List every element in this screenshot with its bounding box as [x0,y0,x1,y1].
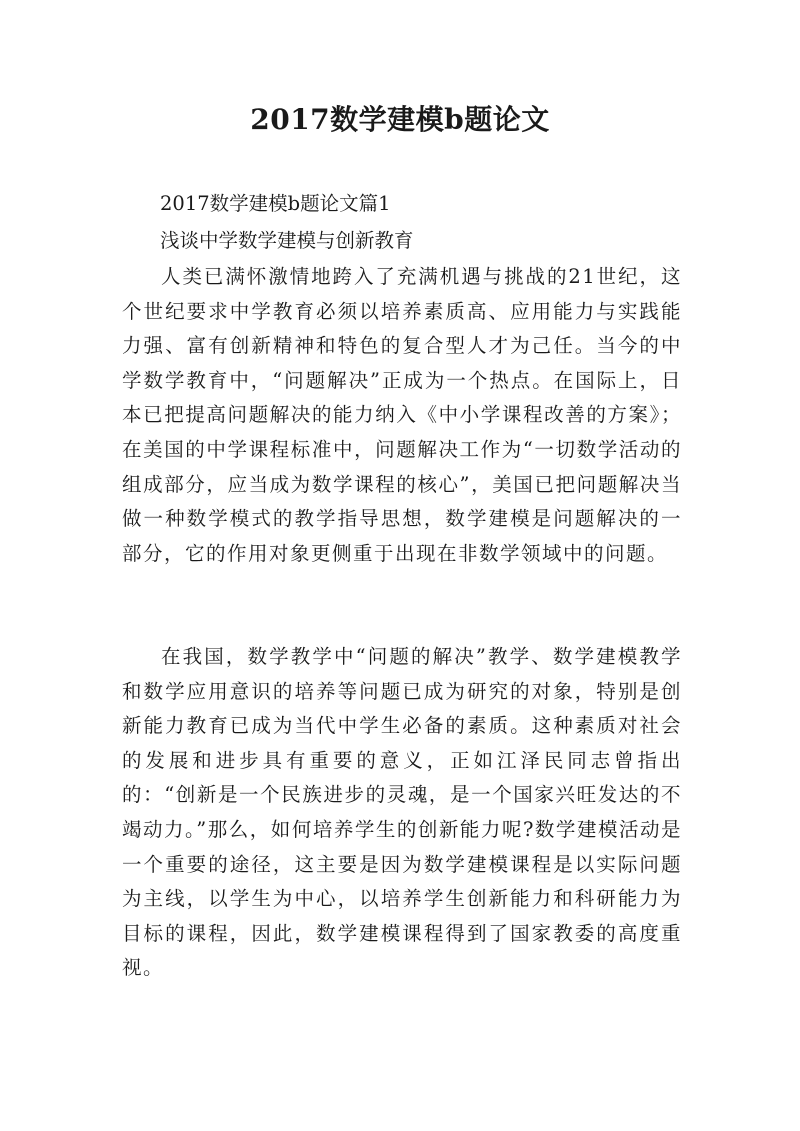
paragraph-2: 在我国，数学教学中“问题的解决”教学、数学建模教学和数学应用意识的培养等问题已成为研究的对象，特别是创新能力教育已成为当代中学生必备的素质。这种素质对社会的发展和进步具有重要的意义，正如江泽民同志曾指出的：“创新是一个民族进步的灵魂，是一个国家兴旺发达的不竭动力。”那么，如何培养学生的创新能力呢?数学建模活动是一个重要的途径，这主要是因为数学建模课程是以实际问题为主线，以学生为中心，以培养学生创新能力和科研能力为目标的课程，因此，数学建模课程得到了国家教委的高度重视。 [122,645,682,980]
section-heading: 2017数学建模b题论文篇1 [160,192,391,215]
article-subtitle: 浅谈中学数学建模与创新教育 [160,229,414,252]
paragraph-1: 人类已满怀激情地跨入了充满机遇与挑战的21世纪，这个世纪要求中学教育必须以培养素质高、应用能力与实践能力强、富有创新精神和特色的复合型人才为己任。当今的中学数学教育中，“问题解决”正成为一个热点。在国际上，日本已把提高问题解决的能力纳入《中小学课程改善的方案》；在美国的中学课程标准中，问题解决工作为“一切数学活动的组成部分，应当成为数学课程的核心”，美国已把问题解决当做一种数学模式的教学指导思想，数学建模是问题解决的一部分，它的作用对象更侧重于出现在非数学领域中的问题。 [122,265,682,565]
document-title: 2017数学建模b题论文 [250,103,550,136]
